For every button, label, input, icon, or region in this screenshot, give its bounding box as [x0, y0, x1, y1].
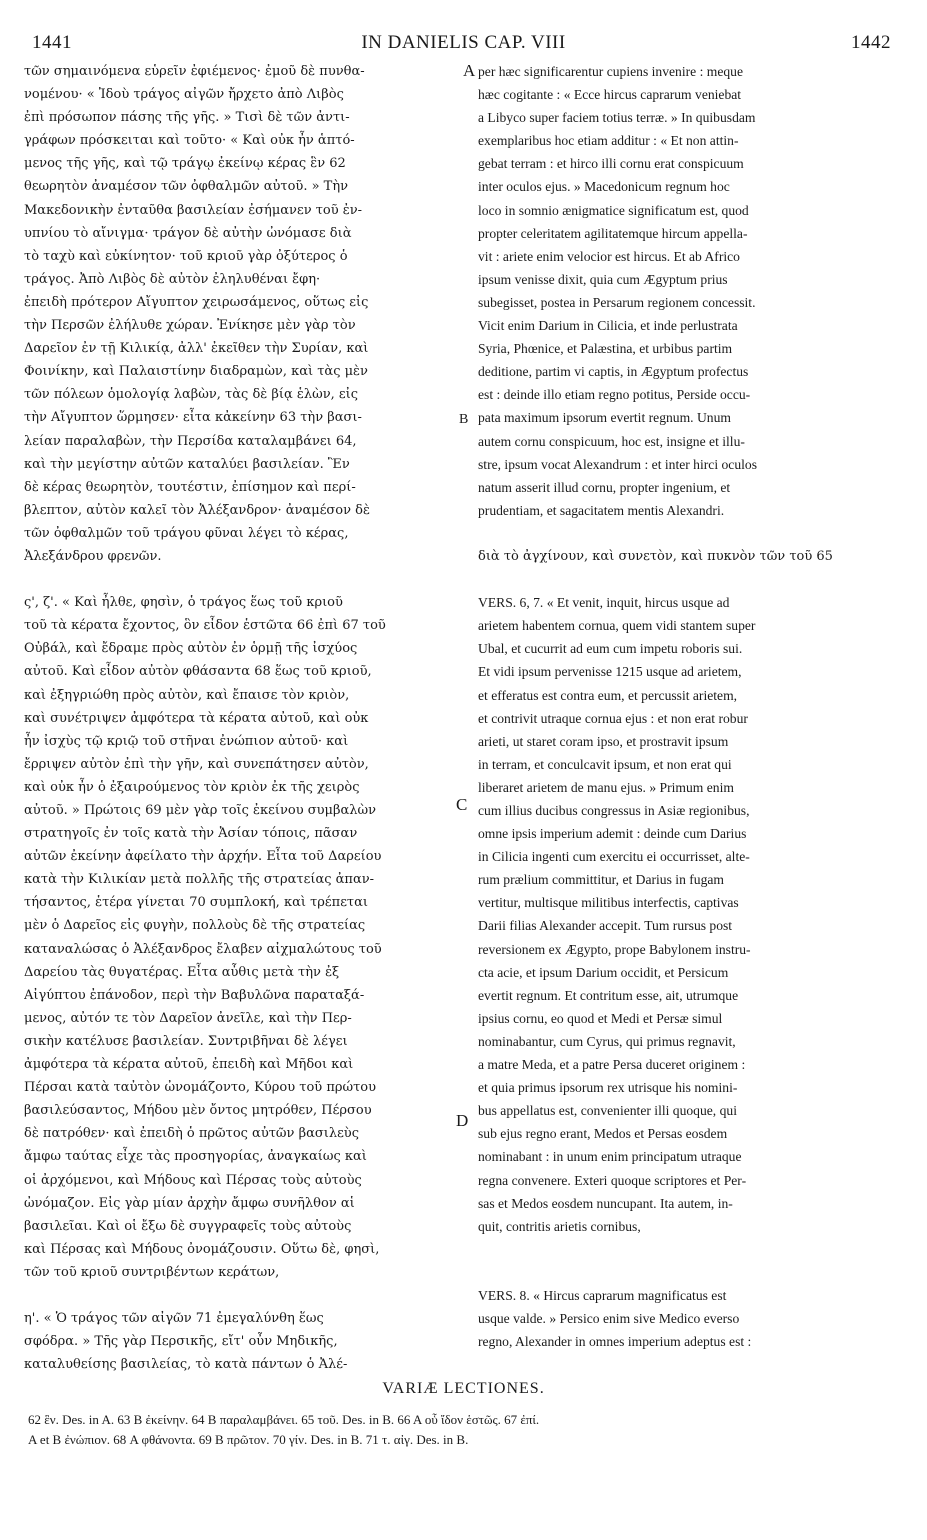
latin-text-line: sas et Medos eosdem nuncupant. Ita autem, in- [478, 1195, 733, 1211]
page-number-right: 1442 [851, 32, 891, 53]
greek-text-line: τῶν τοῦ κριοῦ συντριβέντων κεράτων, [24, 1264, 280, 1280]
latin-text-line: Darii filias Alexander accepit. Tum rursus post [478, 918, 733, 934]
greek-text-line: οἱ ἀρχόμενοι, καὶ Μήδους καὶ Πέρσας τοὺς αὐτοὺς [24, 1172, 362, 1188]
variae-lectiones-title: VARIÆ LECTIONES. [382, 1380, 545, 1397]
greek-text-line: Ἀλεξάνδρου φρενῶν. [24, 548, 162, 564]
greek-text-line: καταναλώσας ὁ Ἀλέξανδρος ἔλαβεν αἰχμαλώτους τοῦ [24, 941, 382, 957]
greek-continuation-line: διὰ τὸ ἀγχίνουν, καὶ συνετὸν, καὶ πυκνὸν τῶν τοῦ 65 [478, 549, 833, 564]
latin-text-line: a matre Meda, et a patre Persa duceret originem : [478, 1057, 746, 1073]
greek-text-line: τοῦ τὰ κέρατα ἔχοντος, ὃν εἶδον ἑστῶτα 66 ἐπὶ 67 τοῦ [24, 618, 386, 634]
greek-text-line: ἔρριψεν αὐτὸν ἐπὶ τὴν γῆν, καὶ συνεπάτησεν αὐτὸν, [24, 756, 369, 772]
latin-text-line: gebat terram : et hirco illi cornu erat conspicuum [478, 156, 744, 172]
greek-text-line: γράφων πρόσκειται καὶ τοῦτο· « Καὶ οὐκ ἦν ἁπτό- [24, 133, 355, 149]
variae-lectiones-notes [28, 1410, 908, 1450]
latin-column [478, 60, 892, 1353]
latin-text-line: vit : ariete enim velocior est hircus. Et ab Africo [478, 248, 740, 264]
variant-note-line: 62 ἓν. Des. in A. 63 B ἐκείνην. 64 B παραλαμβάνει. 65 τοῦ. Des. in B. 66 A οὗ ἴδον ἑστῶς. 67 ἐπί. [28, 1412, 540, 1427]
greek-text-line: μὲν ὁ Δαρεῖος εἰς φυγὴν, πολλοὺς δὲ τῆς στρατείας [24, 918, 366, 934]
greek-text-line: καὶ συνέτριψεν ἀμφότερα τὰ κέρατα αὐτοῦ, καὶ οὐκ [24, 710, 369, 726]
latin-text-line [478, 1238, 892, 1261]
greek-text-line: νομένου· « Ἰδοὺ τράγος αἰγῶν ἤρχετο ἀπὸ Λιβὸς [24, 87, 344, 103]
latin-text-line [478, 1261, 892, 1284]
greek-text-line: λείαν παραλαβὼν, τὴν Περσίδα καταλαμβάνει 64, [24, 433, 357, 449]
latin-text-line: quit, contritis arietis cornibus, [478, 1218, 641, 1234]
latin-text-line: ipsum venisse dixit, quia cum Ægyptum prius [478, 271, 728, 287]
greek-text-line: σικὴν κατέλυσε βασιλείαν. Συντριβῆναι δὲ λέγει [24, 1033, 348, 1049]
greek-text-line: Πέρσαι κατὰ ταὐτὸν ὠνομάζοντο, Κύρου τοῦ πρώτου [24, 1080, 377, 1096]
latin-text-line: VERS. 8. « Hircus caprarum magnificatus est [478, 1287, 727, 1303]
latin-text-line: stre, ipsum vocat Alexandrum : et inter hirci oculos [478, 456, 757, 472]
latin-text-line: arietem habentem cornua, quem vidi stantem super [478, 618, 756, 634]
greek-text-line: αὐτοῦ. » Πρώτοις 69 μὲν γὰρ τοῖς ἐκείνου συμβαλὼν [24, 803, 377, 818]
latin-text-line: regna convenere. Exteri quoque scriptores et Per- [478, 1172, 747, 1188]
greek-text-line: Οὐβάλ, καὶ ἔδραμε πρὸς αὐτὸν ἐν ὁρμῇ τῆς ἰσχύος [24, 641, 358, 657]
latin-text-line: nominabant : in unum enim principatum utraque [478, 1149, 742, 1165]
latin-text-line: exemplaribus hoc etiam additur : « Et non attin- [478, 133, 739, 149]
latin-text-line: et efferatus est contra eum, et percussit arietem, [478, 687, 738, 703]
variant-note-line: A et B ἐνώπιον. 68 A φθάνοντα. 69 B πρῶτον. 70 γίν. Des. in B. 71 τ. αἰγ. Des. in B. [28, 1432, 469, 1447]
latin-text-line: usque valde. » Persico enim sive Medico everso [478, 1311, 740, 1327]
latin-text-line: loco in somnio ænigmatice significatum est, quod [478, 202, 749, 218]
latin-text-line: in terram, et conculcavit ipsum, et non erat qui [478, 756, 732, 772]
latin-text-line: subegisset, postea in Persarum regionem concessit. [478, 294, 756, 310]
greek-text-line: τῶν σημαινόμενα εὑρεῖν ἐφιέμενος· ἐμοῦ δὲ πυνθα- [24, 64, 365, 79]
latin-text-line: pata maximum ipsorum evertit regnum. Unum [478, 410, 731, 426]
margin-letter-d: D [456, 1111, 469, 1130]
greek-text-line: τήσαντος, ἑτέρα γίνεται 70 συμπλοκή, καὶ τρέπεται [24, 895, 368, 911]
greek-text-line: καὶ τὴν μεγίστην αὐτῶν καταλύει βασιλείαν. Ἓν [24, 456, 350, 472]
margin-letter-c: C [456, 795, 468, 814]
greek-text-line: δὲ πατρόθεν· καὶ ἐπειδὴ ὁ πρῶτος αὐτῶν βασιλεὺς [24, 1126, 359, 1142]
latin-text-line: et contrivit utraque cornua ejus : et non erat robur [478, 710, 748, 726]
latin-text-line: evertit regnum. Et contritum esse, ait, utrumque [478, 987, 739, 1003]
latin-text-line: vertitur, multisque militibus interfectis, captivas [478, 895, 739, 911]
greek-text-line: καὶ οὐκ ἦν ὁ ἐξαιρούμενος τὸν κριὸν ἐκ τῆς χειρὸς [24, 779, 360, 795]
greek-text-line: ὠνόμαζον. Εἰς γὰρ μίαν ἀρχὴν ἄμφω συνῆλθον αἱ [24, 1195, 355, 1211]
greek-text-line: αὐτῶν ἐκείνην ἀφείλατο τὴν ἀρχήν. Εἶτα τοῦ Δαρείου [24, 849, 382, 865]
latin-text-line: autem cornu conspicuum, hoc est, insigne et illu- [478, 433, 745, 449]
latin-text-line: omne ipsis imperium ademit : deinde cum Darius [478, 826, 747, 842]
greek-text-line [24, 568, 464, 591]
greek-text-line: θεωρητὸν ἀναμέσον τῶν ὀφθαλμῶν αὐτοῦ. » Τὴν [24, 179, 349, 195]
latin-text-line: cta acie, et ipsum Darium occidit, et Persicum [478, 964, 729, 980]
greek-text-line: κατὰ τὴν Κιλικίαν μετὰ πολλῆς τῆς στρατείας ἀπαν- [24, 872, 375, 888]
latin-text-line: cum illius ducibus congressus in Asiæ regionibus, [478, 803, 750, 818]
greek-text-line: βασιλεύσαντος, Μήδου μὲν ὄντος μητρόθεν, Πέρσου [24, 1103, 372, 1119]
latin-text-line: nominabantur, cum Cyrus, qui primus regnavit, [478, 1033, 736, 1049]
page-number-left: 1441 [32, 32, 72, 53]
greek-text-line: καὶ ἐξηγριώθη πρὸς αὐτὸν, καὶ ἔπαισε τὸν κριὸν, [24, 687, 350, 703]
latin-text-line: propter celeritatem agilitatemque hircum appella- [478, 225, 748, 241]
greek-text-line: Μακεδονικὴν ἐνταῦθα βασιλείαν ἐσήμανεν τοῦ ἐν- [24, 202, 363, 218]
latin-text-line: Vicit enim Darium in Cilicia, et inde perlustrata [478, 318, 738, 334]
margin-letter-a: A [463, 61, 476, 80]
latin-text-line: ipsius cornu, eo quod et Medi et Persæ simul [478, 1010, 723, 1026]
greek-text-line: σφόδρα. » Τῆς γὰρ Περσικῆς, εἴτ' οὖν Μηδικῆς, [24, 1334, 338, 1350]
greek-text-line: Αἰγύπτου ἐπάνοδον, περὶ τὴν Βαβυλῶνα παραταξά- [24, 987, 365, 1003]
latin-text-line: natum asserit illud cornu, propter ingenium, et [478, 479, 731, 495]
greek-text-line [24, 1284, 464, 1307]
greek-text-line: υπνίου τὸ αἴνιγμα· τράγον δὲ αὐτὴν ὠνόμασε διὰ [24, 225, 352, 241]
latin-text-line [478, 522, 892, 545]
latin-text-line: VERS. 6, 7. « Et venit, inquit, hircus usque ad [478, 595, 730, 611]
greek-text-line: ἀμφότερα τὰ κέρατα αὐτοῦ, ἐπειδὴ καὶ Μῆδοι καὶ [24, 1057, 354, 1073]
running-title: IN DANIELIS CAP. VIII [361, 32, 566, 53]
latin-text-line: sub ejus regno erant, Medos et Persas eosdem [478, 1126, 728, 1142]
latin-text-line [478, 568, 892, 591]
greek-text-line: ς', ζ'. « Καὶ ἦλθε, φησὶν, ὁ τράγος ἕως τοῦ κριοῦ [24, 595, 343, 611]
greek-text-line: τὸ ταχὺ καὶ εὐκίνητον· τοῦ κριοῦ γὰρ ὀξύτερος ὁ [24, 248, 348, 264]
latin-text-line: in Cilicia ingenti cum exercitu ei occurrisset, alte- [478, 849, 750, 865]
latin-text-line: a Libyco super faciem totius terræ. » In quibusdam [478, 110, 756, 126]
greek-text-line: Φοινίκην, καὶ Παλαιστίνην διαδραμὼν, καὶ τὰς μὲν [24, 364, 368, 380]
greek-text-line: τράγος. Ἀπὸ Λιβὸς δὲ αὐτὸν ἐληλυθέναι ἔφη· [24, 271, 321, 287]
greek-text-line: τῶν ὀφθαλμῶν τοῦ τράγου φῦναι λέγει τὸ κέρας, [24, 525, 349, 541]
greek-text-line: αὐτοῦ. Καὶ εἶδον αὐτὸν φθάσαντα 68 ἕως τοῦ κριοῦ, [24, 664, 372, 680]
greek-text-line: δὲ κέρας θεωρητὸν, τουτέστιν, ἐπίσημον καὶ περί- [24, 479, 356, 495]
greek-text-line: βασιλεῖαι. Καὶ οἱ ἔξω δὲ συγγραφεῖς τοὺς αὐτοὺς [24, 1218, 352, 1234]
greek-text-line: βλεπτον, αὐτὸν καλεῖ τὸν Ἀλέξανδρον· ἀναμέσον δὲ [24, 502, 370, 518]
greek-text-line: ἐπειδὴ πρότερον Αἴγυπτον χειρωσάμενος, οὕτως εἰς [24, 294, 369, 310]
margin-letter-b: B [459, 412, 469, 427]
greek-text-line: μενος τῆς γῆς, καὶ τῷ τράγῳ ἐκείνῳ κέρας ἓν 62 [24, 156, 346, 172]
greek-text-line: ἄμφω ταύτας εἶχε τὰς προσηγορίας, ἀναγκαίως καὶ [24, 1149, 367, 1165]
greek-text-line: τὴν Περσῶν ἐλήλυθε χώραν. Ἐνίκησε μὲν γὰρ τὸν [24, 318, 356, 334]
latin-text-line: prudentiam, et sagacitatem mentis Alexandri. [478, 502, 725, 518]
latin-text-line: inter oculos ejus. » Macedonicum regnum hoc [478, 179, 730, 195]
greek-text-line: Δαρεῖον ἐν τῇ Κιλικίᾳ, ἀλλ' ἐκεῖθεν τὴν Συρίαν, καὶ [24, 341, 369, 357]
greek-text-line: η'. « Ὁ τράγος τῶν αἰγῶν 71 ἐμεγαλύνθη ἕως [24, 1311, 324, 1327]
greek-text-line: στρατηγοῖς ἐν τοῖς κατὰ τὴν Ἀσίαν τόποις, πᾶσαν [24, 826, 358, 842]
latin-text-line: arieti, ut staret coram ipso, et prostravit ipsum [478, 733, 729, 749]
latin-text-line: per hæc significarentur cupiens invenire : meque [478, 64, 743, 79]
latin-text-line: regno, Alexander in omnes imperium adeptus est : [478, 1334, 752, 1350]
greek-text-line: μενος, αὐτόν τε τὸν Δαρεῖον ἀνεῖλε, καὶ τὴν Περ- [24, 1010, 352, 1026]
greek-text-line: ἦν ἰσχὺς τῷ κριῷ τοῦ στῆναι ἐνώπιον αὐτοῦ· καὶ [24, 733, 349, 749]
greek-text-line: Δαρείου τὰς θυγατέρας. Εἶτα αὖθις μετὰ τὴν ἐξ [24, 964, 340, 980]
latin-text-line: est : deinde illo etiam regno potitus, Perside occu- [478, 387, 751, 403]
latin-text-line: Ubal, et cucurrit ad eum cum impetu roboris sui. [478, 641, 743, 657]
latin-text-line: Syria, Phœnice, et Palæstina, et urbibus partim [478, 341, 733, 357]
latin-text-line: liberaret arietem de manu ejus. » Primum enim [478, 779, 734, 795]
greek-text-line: τὴν Αἴγυπτον ὥρμησεν· εἶτα κἀκείνην 63 τὴν βασι- [24, 410, 362, 426]
greek-column [24, 60, 464, 1376]
greek-text-line: ἐπὶ πρόσωπον πάσης τῆς γῆς. » Τισὶ δὲ τῶν ἀντι- [24, 110, 350, 126]
greek-text-line: καταλυθείσης βασιλείας, τὸ κατὰ πάντων ὁ Ἀλέ- [24, 1357, 348, 1373]
latin-text-line: rum prælium committitur, et Darius in fugam [478, 872, 724, 888]
latin-text-line: Et vidi ipsum pervenisse 1215 usque ad arietem, [478, 664, 742, 680]
latin-text-line: deditione, partim vi captis, in Ægyptum profectus [478, 364, 749, 380]
latin-text-line: hæc cogitante : « Ecce hircus caprarum veniebat [478, 87, 742, 103]
greek-text-line: τῶν πόλεων ὁμολογίᾳ λαβὼν, τὰς δὲ βίᾳ ἑλὼν, εἰς [24, 387, 358, 403]
greek-text-line: καὶ Πέρσας καὶ Μήδους ὀνομάζουσιν. Οὕτω δὲ, φησὶ, [24, 1241, 380, 1257]
latin-text-line: et quia primus ipsorum rex utrisque his nomini- [478, 1080, 738, 1096]
latin-text-line: reversionem ex Ægypto, prope Babylonem instru- [478, 941, 751, 957]
latin-text-line: bus appellatus est, convenienter illi quoque, qui [478, 1103, 737, 1119]
